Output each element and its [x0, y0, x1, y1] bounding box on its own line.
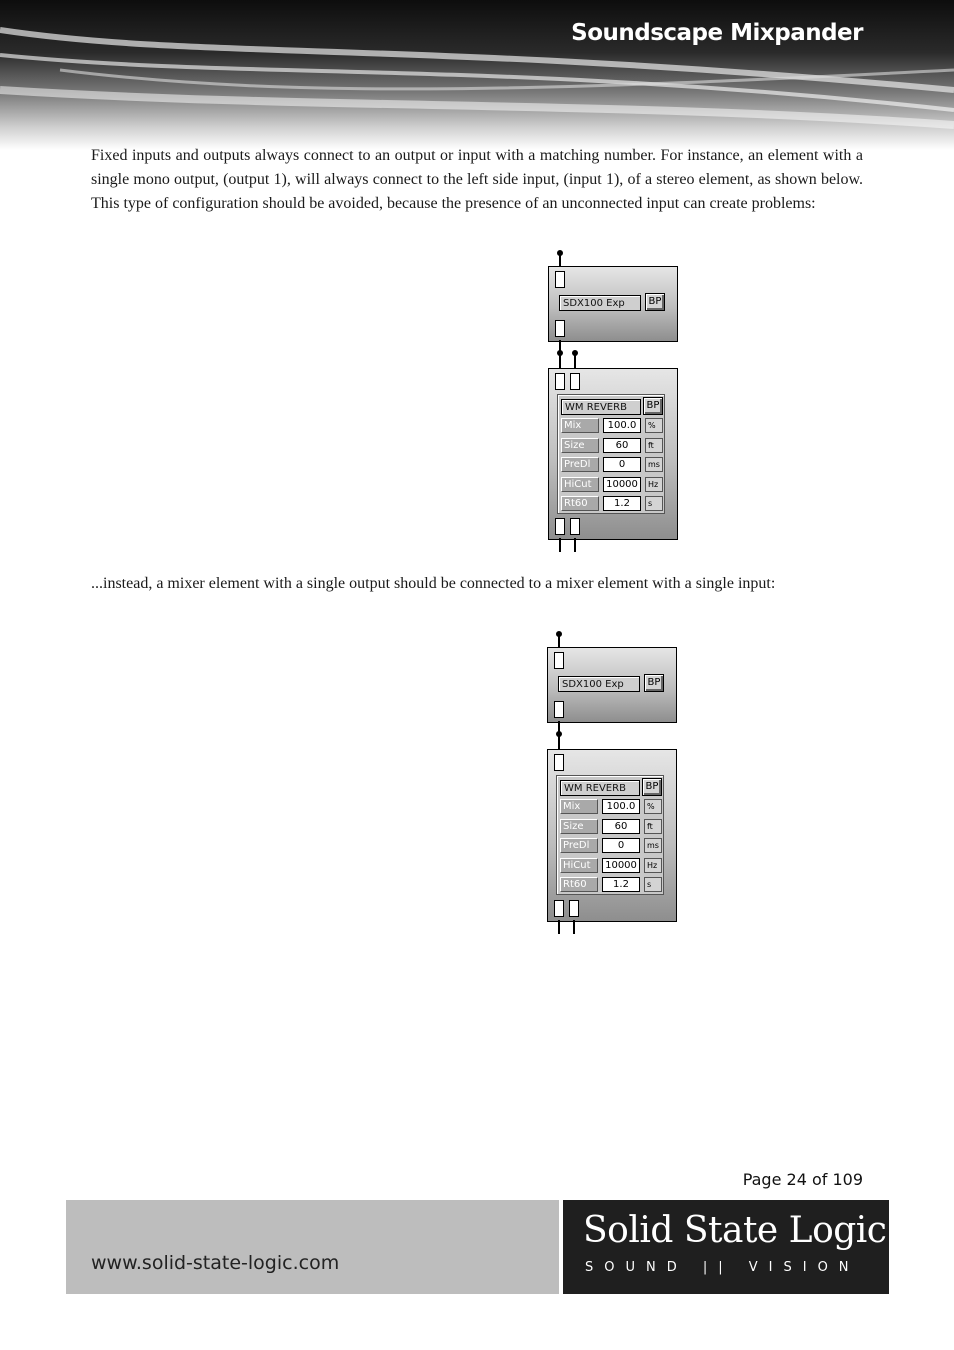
param-value[interactable]: 0 [602, 838, 640, 853]
reverb-panel [556, 775, 664, 895]
input-port[interactable] [554, 652, 564, 669]
param-unit: ft [645, 438, 663, 453]
param-unit: % [644, 799, 662, 814]
param-unit: s [644, 877, 662, 892]
reverb-element[interactable] [547, 749, 677, 922]
param-label: HiCut [561, 477, 599, 492]
param-unit: s [645, 496, 663, 511]
brand-name: Solid State Logic [583, 1210, 887, 1251]
param-unit: ms [644, 838, 662, 853]
bypass-button[interactable]: BP [644, 674, 664, 692]
param-unit: % [645, 418, 663, 433]
element-name: SDX100 Exp [559, 295, 641, 311]
expander-element[interactable] [547, 647, 677, 723]
param-value[interactable]: 10000 [602, 858, 640, 873]
param-value[interactable]: 0 [603, 457, 641, 472]
element-name: WM REVERB [561, 399, 641, 415]
wire [573, 920, 575, 934]
output-port-left[interactable] [554, 900, 564, 917]
output-port[interactable] [554, 701, 564, 718]
bypass-button[interactable]: BP [642, 778, 662, 796]
param-value[interactable]: 10000 [603, 477, 641, 492]
param-label: PreDl [561, 457, 599, 472]
output-port[interactable] [555, 320, 565, 337]
output-port-left[interactable] [555, 518, 565, 535]
document-title: Soundscape Mixpander [571, 20, 863, 46]
intro-paragraph: Fixed inputs and outputs always connect to an output or input with a matching number. For instance, an element with a single mono output, (output 1), will always connect to the left side input, (input 1), of a stereo element, as shown below. This type of configuration should be avoided, because the presence of an unconnected input can create problems: [91, 147, 863, 212]
wire [574, 538, 576, 552]
param-unit: ft [644, 819, 662, 834]
param-unit: Hz [645, 477, 663, 492]
brand-tagline: SOUND || VISION [585, 1260, 860, 1275]
param-label: PreDl [560, 838, 598, 853]
output-port-right[interactable] [570, 518, 580, 535]
param-value[interactable]: 60 [602, 819, 640, 834]
param-label: Size [560, 819, 598, 834]
reverb-panel [557, 394, 665, 514]
page-header [0, 0, 954, 150]
instead-paragraph: ...instead, a mixer element with a single output should be connected to a mixer element with a single input: [91, 575, 776, 592]
element-name: SDX100 Exp [558, 676, 640, 692]
brand-logo [563, 1200, 889, 1294]
param-label: Rt60 [561, 496, 599, 511]
connection-dot [556, 731, 562, 737]
param-label: Mix [561, 418, 599, 433]
footer-url-bar [66, 1200, 559, 1294]
website-url[interactable]: www.solid-state-logic.com [91, 1252, 340, 1274]
input-port[interactable] [554, 754, 564, 771]
expander-element[interactable] [548, 266, 678, 342]
param-label: Mix [560, 799, 598, 814]
input-port[interactable] [555, 271, 565, 288]
bypass-button[interactable]: BP [643, 397, 663, 415]
element-name: WM REVERB [560, 780, 640, 796]
param-unit: Hz [644, 858, 662, 873]
param-label: Rt60 [560, 877, 598, 892]
bypass-button[interactable]: BP [645, 293, 665, 311]
param-value[interactable]: 100.0 [603, 418, 641, 433]
param-value[interactable]: 100.0 [602, 799, 640, 814]
param-value[interactable]: 1.2 [603, 496, 641, 511]
input-port-right[interactable] [570, 373, 580, 390]
page-number: Page 24 of 109 [742, 1170, 863, 1189]
param-value[interactable]: 1.2 [602, 877, 640, 892]
reverb-element[interactable] [548, 368, 678, 540]
param-label: HiCut [560, 858, 598, 873]
output-port-right[interactable] [569, 900, 579, 917]
connection-dot [557, 350, 563, 356]
wire [559, 538, 561, 552]
param-label: Size [561, 438, 599, 453]
param-value[interactable]: 60 [603, 438, 641, 453]
param-unit: ms [645, 457, 663, 472]
wire [558, 920, 560, 934]
input-port-left[interactable] [555, 373, 565, 390]
